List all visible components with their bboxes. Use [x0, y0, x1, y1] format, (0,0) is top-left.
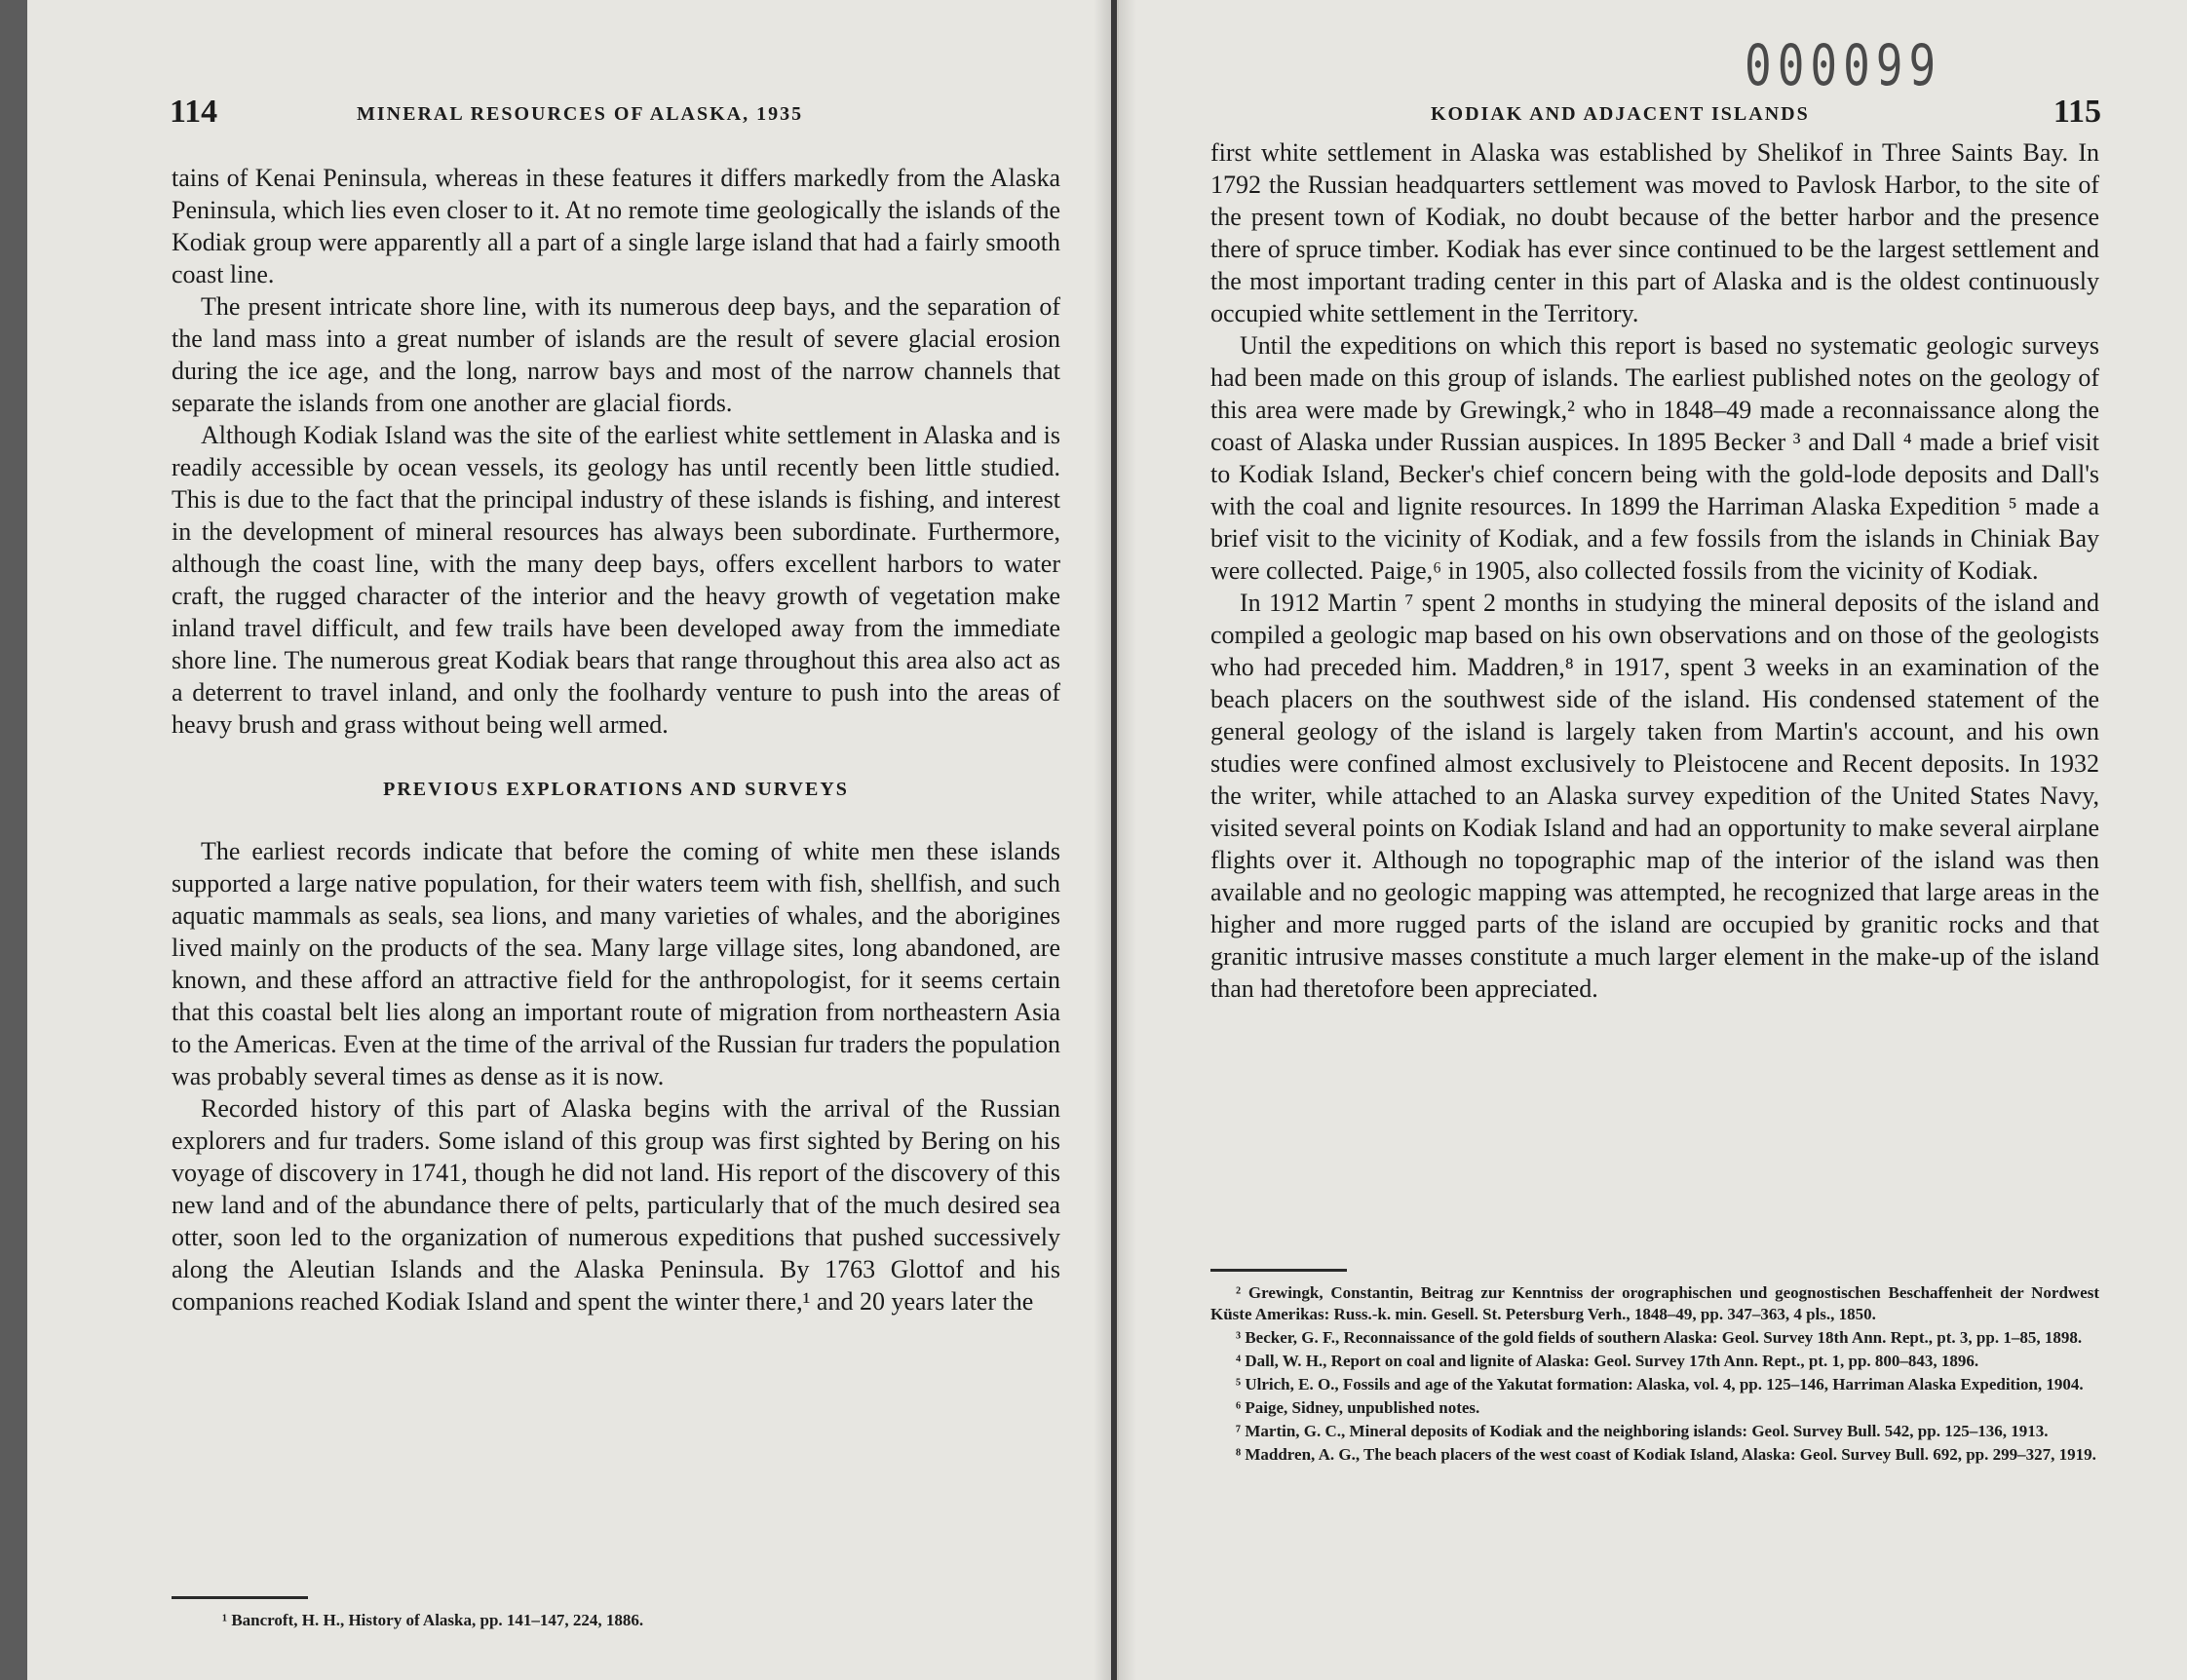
page-number: 115: [2053, 94, 2101, 130]
right-page-header: [1119, 94, 2187, 136]
right-footnotes: [1210, 1282, 2099, 1468]
stamp-number: 000099: [1745, 32, 1942, 98]
right-page: [1117, 0, 2187, 1680]
footnote: ² Grewingk, Constantin, Beitrag zur Kenntniss der orographischen und geognostischen Beschaffenheit der Nordwest Küste Amerikas: Russ.-k. min. Gesell. St. Petersburg Verh., 1848–49, pp. 347–363, 4 pls., 1850.: [1210, 1283, 2099, 1323]
footnote: ⁶ Paige, Sidney, unpublished notes.: [1236, 1398, 1480, 1417]
footnote-rule: [172, 1596, 308, 1599]
footnote: ³ Becker, G. F., Reconnaissance of the gold fields of southern Alaska: Geol. Survey 18th Ann. Rept., pt. 3, pp. 1–85, 1898.: [1236, 1328, 2083, 1347]
left-body-text: [172, 162, 1060, 1317]
paragraph: The present intricate shore line, with its numerous deep bays, and the separation of the land mass into a great number of islands are the result of severe glacial erosion during the ice age, and the long, narrow bays and most of the narrow channels that separate the islands from one another are glacial fiords.: [172, 292, 1060, 417]
footnote: ⁵ Ulrich, E. O., Fossils and age of the Yakutat formation: Alaska, vol. 4, pp. 125–146, Harriman Alaska Expedition, 1904.: [1236, 1375, 2084, 1394]
left-page-header: [27, 94, 1111, 136]
left-page: [27, 0, 1113, 1680]
spine-shadow: [1094, 0, 1111, 1680]
left-footnotes: [197, 1610, 1055, 1633]
section-heading: PREVIOUS EXPLORATIONS AND SURVEYS: [383, 779, 849, 800]
paragraph: The earliest records indicate that before the coming of white men these islands supported a large native population, for their waters teem with fish, shellfish, and such aquatic mammals as seals, sea lions, and many varieties of whales, and the aborigines lived mainly on the products of the sea. Many large village sites, long abandoned, are known, and these afford an attractive field for the anthropologist, for it seems certain that this coastal belt lies along an important route of migration from northeastern Asia to the Americas. Even at the time of the arrival of the Russian fur traders the population was probably several times as dense as it is now.: [172, 837, 1060, 1090]
footnote-rule: [1210, 1269, 1347, 1272]
running-head: KODIAK AND ADJACENT ISLANDS: [1431, 103, 1810, 125]
spine-shadow: [1119, 0, 1136, 1680]
paragraph: In 1912 Martin ⁷ spent 2 months in studying the mineral deposits of the island and compiled a geologic map based on his own observations and on those of the geologists who had preceded him. Maddren,⁸ in 1917, spent 3 weeks in an examination of the beach placers on the southwest side of the island. His condensed statement of the general geology of the island is largely taken from Martin's account, and his own studies were confined almost exclusively to Pleistocene and Recent deposits. In 1932 the writer, while attached to an Alaska survey expedition of the United States Navy, visited several points on Kodiak Island and had an opportunity to make several airplane flights over it. Although no topographic map of the interior of the island was then available and no geologic mapping was attempted, he recognized that large areas in the higher and more rugged parts of the island are occupied by granitic rocks and that granitic intrusive masses constitute a much larger element in the make-up of the island than had theretofore been appreciated.: [1210, 589, 2099, 1003]
running-head: MINERAL RESOURCES OF ALASKA, 1935: [357, 103, 804, 125]
footnote: ⁷ Martin, G. C., Mineral deposits of Kodiak and the neighboring islands: Geol. Survey Bull. 542, pp. 125–136, 1913.: [1236, 1422, 2049, 1440]
paragraph: Until the expeditions on which this report is based no systematic geologic surveys had been made on this group of islands. The earliest published notes on the geology of this area were made by Grewingk,² who in 1848–49 made a reconnaissance along the coast of Alaska under Russian auspices. In 1895 Becker ³ and Dall ⁴ made a brief visit to Kodiak Island, Becker's chief concern being with the gold-lode deposits and Dall's with the coal and lignite resources. In 1899 the Harriman Alaska Expedition ⁵ made a brief visit to the vicinity of Kodiak, and a few fossils from the islands in Chiniak Bay were collected. Paige,⁶ in 1905, also collected fossils from the vicinity of Kodiak.: [1210, 331, 2099, 585]
footnote: ⁴ Dall, W. H., Report on coal and lignite of Alaska: Geol. Survey 17th Ann. Rept., pt. 1, pp. 800–843, 1896.: [1236, 1352, 1979, 1370]
paragraph: Recorded history of this part of Alaska begins with the arrival of the Russian explorers and fur traders. Some island of this group was first sighted by Bering on his voyage of discovery in 1741, though he did not land. His report of the discovery of this new land and of the abundance there of pelts, particularly that of the much desired sea otter, soon led to the organization of numerous expeditions that pushed successively along the Aleutian Islands and the Alaska Peninsula. By 1763 Glottof and his companions reached Kodiak Island and spent the winter there,¹ and 20 years later the: [172, 1094, 1060, 1316]
paragraph: Although Kodiak Island was the site of the earliest white settlement in Alaska and is readily accessible by ocean vessels, its geology has until recently been little studied. This is due to the fact that the principal industry of these islands is fishing, and interest in the development of mineral resources has always been subordinate. Furthermore, although the coast line, with the many deep bays, offers excellent harbors to water craft, the rugged character of the interior and the heavy growth of vegetation make inland travel difficult, and few trails have been developed away from the immediate shore line. The numerous great Kodiak bears that range throughout this area also act as a deterrent to travel inland, and only the foolhardy venture to push into the areas of heavy brush and grass without being well armed.: [172, 421, 1060, 739]
paragraph: tains of Kenai Peninsula, whereas in these features it differs markedly from the Alaska Peninsula, which lies even closer to it. At no remote time geologically the islands of the Kodiak group were apparently all a part of a single large island that had a fairly smooth coast line.: [172, 164, 1060, 288]
footnote: ¹ Bancroft, H. H., History of Alaska, pp. 141–147, 224, 1886.: [222, 1611, 644, 1629]
paragraph: first white settlement in Alaska was established by Shelikof in Three Saints Bay. In 1792 the Russian headquarters settlement was moved to Pavlosk Harbor, to the site of the present town of Kodiak, no doubt because of the better harbor and the presence there of spruce timber. Kodiak has ever since continued to be the largest settlement and the most important trading center in this part of Alaska and is the oldest continuously occupied white settlement in the Territory.: [1210, 138, 2099, 327]
right-body-text: [1210, 136, 2099, 1005]
footnote: ⁸ Maddren, A. G., The beach placers of the west coast of Kodiak Island, Alaska: Geol. Survey Bull. 692, pp. 299–327, 1919.: [1236, 1445, 2096, 1464]
page-number: 114: [170, 94, 218, 130]
